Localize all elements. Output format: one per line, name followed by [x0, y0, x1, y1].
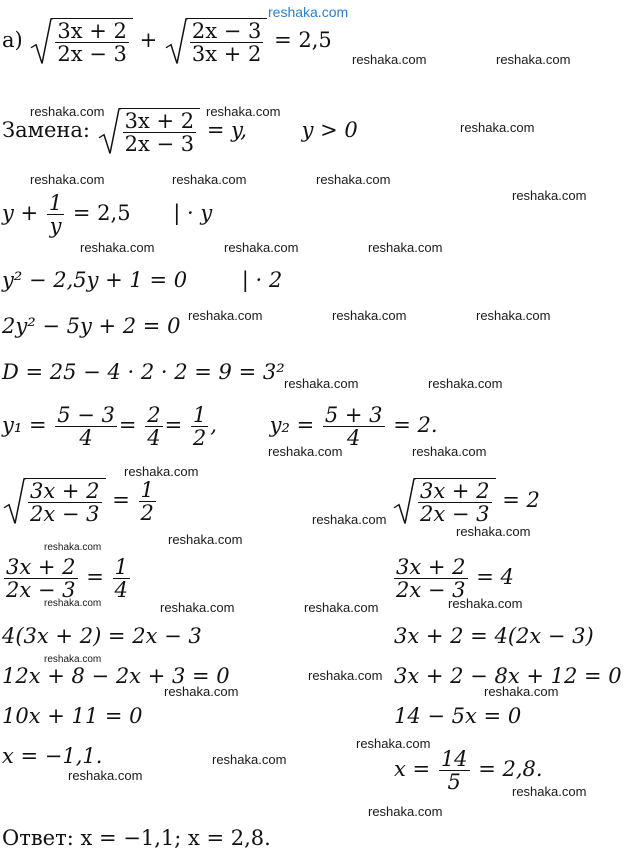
watermark: reshaka.com [316, 172, 391, 187]
watermark: reshaka.com [206, 104, 281, 119]
watermark: reshaka.com [44, 598, 102, 609]
watermark: reshaka.com [312, 512, 387, 527]
right-row-5: 14 − 5x = 0 [394, 704, 522, 728]
sqrt-right: $\frac{3x + 2}{2x - 3}$ [392, 478, 496, 525]
watermark: reshaka.com [332, 308, 407, 323]
multiplier: | · 2 [241, 268, 283, 292]
watermark: reshaka.com [172, 172, 247, 187]
right-row-4: 3x + 2 − 8x + 12 = 0 [394, 664, 622, 688]
eq-y: = y, [206, 118, 247, 143]
plus-sign: + [139, 28, 158, 53]
fraction: $\frac{2x - 3}{3x + 2}$ [191, 19, 262, 67]
fraction: $\frac{1}{y}$ [48, 191, 63, 239]
watermark: reshaka.com [356, 736, 431, 751]
fraction: $\frac{3x + 2}{2x - 3}$ [57, 19, 127, 67]
equation-line-7: y₁ = $\frac{5 - 3}{4}$ = $\frac{2}{4}$ = $\frac{1}{2}$ , y₂ = $\frac{5 + 3}{4}$ = 2. [2, 403, 438, 451]
left-row-1: $\frac{3x + 2}{2x - 3}$ = $\frac{1}{2}$ [2, 478, 158, 525]
watermark: reshaka.com [188, 308, 263, 323]
left-row-5: 10x + 11 = 0 [2, 704, 143, 728]
watermark: reshaka.com [30, 172, 105, 187]
sqrt-left: $\frac{3x + 2}{2x - 3}$ [2, 478, 106, 525]
sqrt-1 [29, 18, 133, 65]
fraction: $\frac{2}{4}$ [147, 403, 161, 451]
watermark: reshaka.com [284, 376, 359, 391]
watermark: reshaka.com [268, 444, 343, 459]
watermark: reshaka.com [304, 600, 379, 615]
equation: 2y² − 5y + 2 = 0 [2, 314, 181, 338]
watermark: reshaka.com [368, 804, 443, 819]
watermark: reshaka.com [224, 240, 299, 255]
watermark: reshaka.com [80, 240, 155, 255]
fraction: $\frac{5 + 3}{4}$ [324, 403, 383, 451]
y1-label: y₁ = [2, 413, 47, 438]
substitution-label: Замена: [2, 118, 90, 143]
equation-line-4 [2, 270, 282, 291]
condition: y > 0 [301, 118, 358, 143]
discriminant: D = 25 − 4 · 2 · 2 = 9 = 3² [2, 360, 285, 384]
watermark: reshaka.com [456, 524, 531, 539]
y2-result: = 2. [393, 413, 438, 438]
watermark: reshaka.com [308, 668, 383, 683]
equation-line-1 [2, 18, 332, 65]
multiplier: | · y [173, 201, 213, 226]
watermark: reshaka.com [44, 542, 102, 553]
equation-line-6 [2, 362, 285, 383]
lhs: y + [2, 201, 39, 226]
right-row-6: x = $\frac{14}{5}$ = 2,8. [394, 747, 543, 795]
right-row-1: $\frac{3x + 2}{2x - 3}$ = 2 [392, 478, 540, 525]
equation-line-5 [2, 316, 180, 337]
watermark: reshaka.com [460, 120, 535, 135]
watermark: reshaka.com [30, 104, 105, 119]
comma: , [210, 413, 217, 438]
equation-line-3 [2, 192, 212, 237]
watermark: reshaka.com [496, 52, 571, 67]
watermark: reshaka.com [412, 444, 487, 459]
watermark: reshaka.com [352, 52, 427, 67]
right-row-3: 3x + 2 = 4(2x − 3) [394, 624, 594, 648]
watermark-top: reshaka.com [268, 4, 349, 20]
watermark: reshaka.com [512, 784, 587, 799]
fraction: $\frac{3x + 2}{2x - 3}$ [124, 109, 195, 157]
part-label: а) [2, 28, 23, 53]
left-row-2: $\frac{3x + 2}{2x - 3}$ = $\frac{1}{4}$ [6, 555, 128, 603]
watermark: reshaka.com [124, 464, 199, 479]
fraction: $\frac{5 - 3}{4}$ [57, 403, 115, 451]
watermark: reshaka.com [476, 308, 551, 323]
answer-line: Ответ: x = −1,1; x = 2,8. [2, 826, 271, 850]
watermark: reshaka.com [428, 376, 503, 391]
watermark: reshaka.com [448, 596, 523, 611]
sqrt-3 [97, 108, 201, 155]
rhs: = 2,5 [274, 28, 332, 53]
y2-label: y₂ = [269, 413, 315, 438]
watermark: reshaka.com [44, 654, 102, 665]
watermark: reshaka.com [164, 684, 239, 699]
sqrt-2 [164, 18, 268, 65]
watermark: reshaka.com [512, 188, 587, 203]
left-row-6: x = −1,1. [2, 744, 103, 768]
rhs: = 2,5 [72, 201, 131, 226]
left-row-3: 4(3x + 2) = 2x − 3 [2, 624, 202, 648]
watermark: reshaka.com [168, 532, 243, 547]
right-row-2: $\frac{3x + 2}{2x - 3}$ = 4 [396, 555, 514, 603]
fraction: $\frac{1}{2}$ [192, 403, 207, 451]
watermark: reshaka.com [368, 240, 443, 255]
equation: y² − 2,5y + 1 = 0 [2, 268, 188, 292]
watermark: reshaka.com [160, 600, 235, 615]
watermark: reshaka.com [484, 684, 559, 699]
watermark: reshaka.com [212, 752, 287, 767]
watermark: reshaka.com [68, 768, 143, 783]
left-row-4: 12x + 8 − 2x + 3 = 0 [2, 664, 230, 688]
